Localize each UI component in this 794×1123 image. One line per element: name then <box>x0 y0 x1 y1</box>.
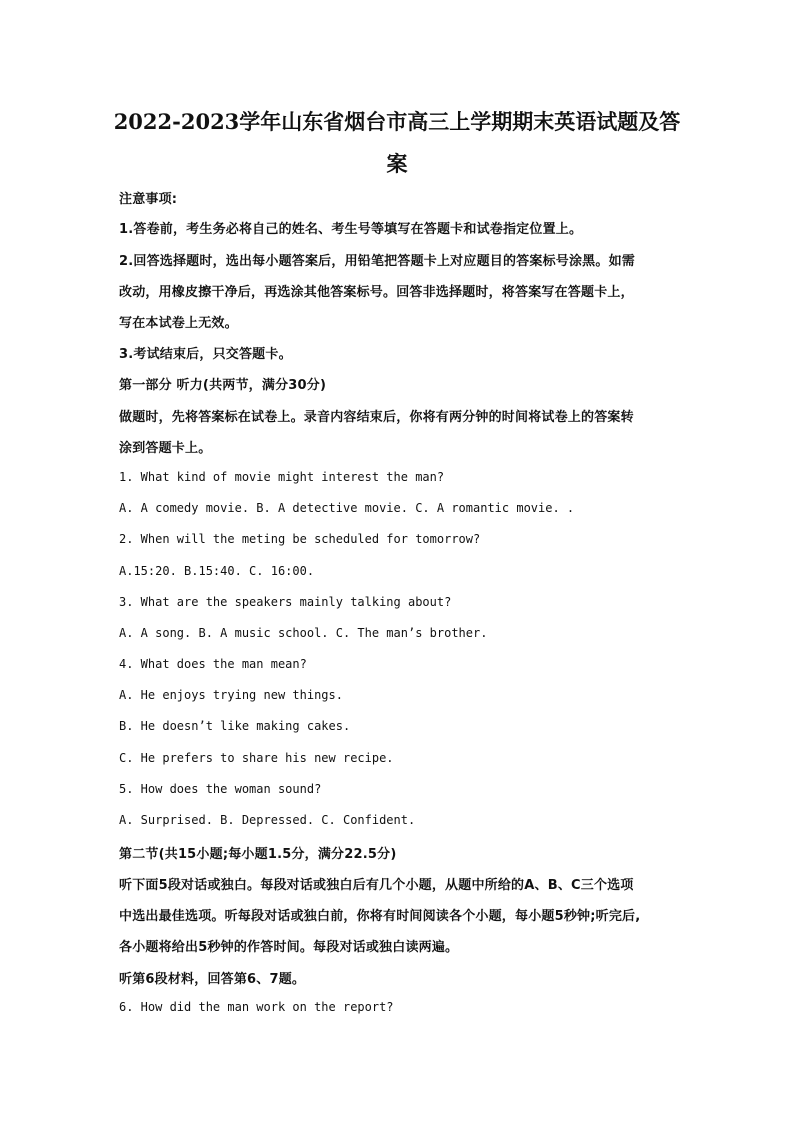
notes-item-2-line-3: 写在本试卷上无效。 <box>119 316 238 331</box>
notes-heading: 注意事项: <box>119 192 178 207</box>
section2-heading: 第二节(共15小题;每小题1.5分，满分22.5分) <box>119 847 397 862</box>
notes-item-2-line-1: 2.回答选择题时，选出每小题答案后，用铅笔把答题卡上对应题目的答案标号涂黑。如需 <box>119 254 635 269</box>
part1-heading: 第一部分 听力(共两节，满分30分) <box>119 378 327 393</box>
page-title-line-1: 2022-2023学年山东省烟台市高三上学期期末英语试题及答 <box>113 109 681 134</box>
notes-item-2-line-2: 改动，用橡皮擦干净后，再选涂其他答案标号。回答非选择题时，将答案写在答题卡上， <box>119 285 634 300</box>
part1-intro-line-2: 涂到答题卡上。 <box>119 441 212 456</box>
question-1: 1. What kind of movie might interest the man? <box>119 470 445 484</box>
question-4-option-a: A. He enjoys trying new things. <box>119 688 343 702</box>
question-2-options: A.15:20. B.15:40. C. 16:00. <box>119 564 315 578</box>
notes-item-3: 3.考试结束后，只交答题卡。 <box>119 347 292 362</box>
section2-intro-line-3: 各小题将给出5秒钟的作答时间。每段对话或独白读两遍。 <box>119 940 459 955</box>
section2-intro-line-2: 中选出最佳选项。听每段对话或独白前，你将有时间阅读各个小题，每小题5秒钟;听完后, <box>119 909 641 924</box>
question-4-option-c: C. He prefers to share his new recipe. <box>119 751 394 765</box>
question-2: 2. When will the meting be scheduled for tomorrow? <box>119 532 481 546</box>
question-4-option-b: B. He doesn’t like making cakes. <box>119 719 351 733</box>
page-title-line-2: 案 <box>386 151 408 176</box>
material-6-instruction: 听第6段材料，回答第6、7题。 <box>119 972 306 987</box>
question-6: 6. How did the man work on the report? <box>119 1000 394 1014</box>
section2-intro-line-1: 听下面5段对话或独白。每段对话或独白后有几个小题，从题中所给的A、B、C三个选项 <box>119 878 634 893</box>
notes-item-1: 1.答卷前，考生务必将自己的姓名、考生号等填写在答题卡和试卷指定位置上。 <box>119 222 583 237</box>
question-5-options: A. Surprised. B. Depressed. C. Confident. <box>119 813 416 827</box>
question-1-options: A. A comedy movie. B. A detective movie. C. A romantic movie. . <box>119 501 575 515</box>
question-5: 5. How does the woman sound? <box>119 782 322 796</box>
question-4: 4. What does the man mean? <box>119 657 307 671</box>
question-3: 3. What are the speakers mainly talking about? <box>119 595 452 609</box>
question-3-options: A. A song. B. A music school. C. The man’s brother. <box>119 626 488 640</box>
part1-intro-line-1: 做题时，先将答案标在试卷上。录音内容结束后，你将有两分钟的时间将试卷上的答案转 <box>119 410 634 425</box>
